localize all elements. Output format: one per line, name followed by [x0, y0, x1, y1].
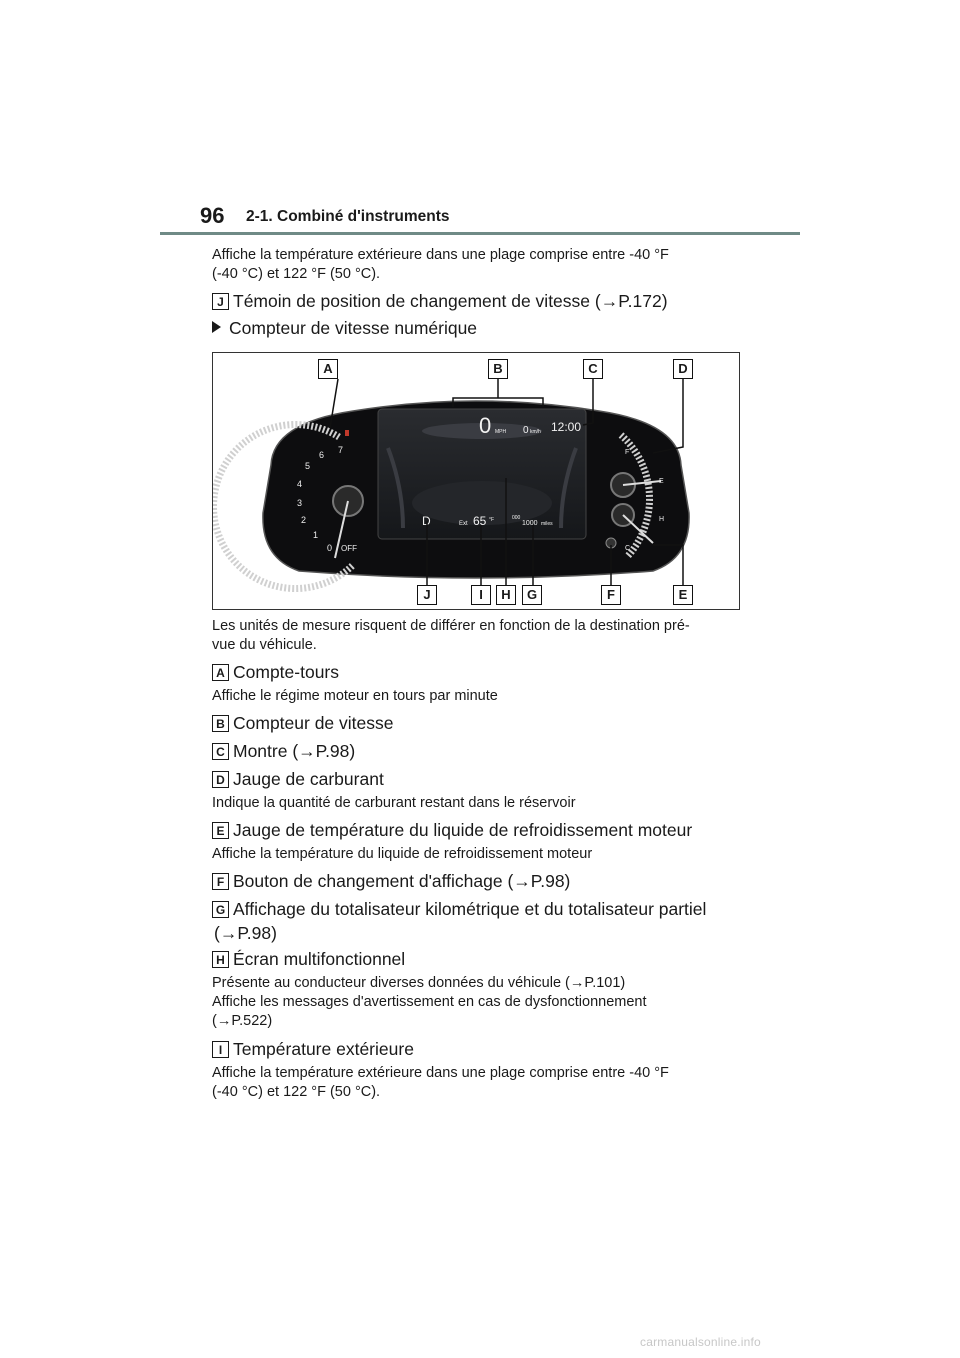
gear-indicator: D: [422, 514, 431, 528]
speed-kmh-unit: km/h: [530, 429, 541, 435]
intro-text: [212, 246, 669, 284]
item-label: Compteur de vitesse: [233, 713, 394, 733]
item-b: [212, 711, 394, 735]
item-j-top: [212, 289, 668, 313]
temp-hot-mark: H: [659, 516, 665, 523]
section-heading-text: Compteur de vitesse numérique: [229, 318, 478, 338]
item-a: [212, 660, 339, 684]
item-a-desc: Affiche le régime moteur en tours par minute: [212, 688, 498, 704]
callout-h: H: [496, 585, 516, 605]
item-h: [212, 947, 405, 971]
speed-kmh: 0: [523, 425, 529, 436]
item-label: Affichage du totalisateur kilométrique et du totalisateur partiel: [233, 899, 707, 919]
ext-unit: °F: [489, 517, 495, 523]
item-d: [212, 767, 384, 791]
item-label: Écran multifonctionnel: [233, 949, 406, 969]
header-rule: [160, 232, 800, 235]
odometer: 1000: [522, 520, 538, 527]
chapter-title: 2-1. Combiné d'instruments: [246, 208, 450, 225]
page-number: 96: [200, 203, 225, 228]
item-g: [212, 897, 706, 945]
tach-number: 6: [319, 450, 325, 460]
watermark: carmanualsonline.info: [640, 1335, 761, 1349]
callout-b: B: [488, 359, 508, 379]
item-i-desc: [212, 1064, 669, 1102]
tach-number: 1: [313, 530, 319, 540]
ext-label: Ext: [459, 521, 468, 527]
callout-f: F: [601, 585, 621, 605]
cluster-illustration: [213, 353, 739, 609]
tach-number: 5: [305, 461, 311, 471]
item-tag: A: [212, 664, 229, 681]
speed-mph-unit: MPH: [495, 429, 507, 435]
item-label-continued: (→P.98): [214, 923, 277, 943]
tach-off: OFF: [341, 544, 357, 553]
item-label: Montre (→P.98): [233, 741, 356, 761]
item-h-desc: [212, 974, 647, 1031]
desc-line: (→P.522): [212, 1013, 273, 1029]
ext-temp: 65: [473, 514, 487, 528]
callout-i: I: [471, 585, 491, 605]
tach-number: 0: [327, 543, 333, 553]
item-tag: F: [212, 873, 229, 890]
intro-line-1: Affiche la température extérieure dans une plage comprise entre -40 °F: [212, 247, 669, 263]
item-tag: E: [212, 822, 229, 839]
odo-top: 000: [512, 515, 521, 521]
callout-j: J: [417, 585, 437, 605]
tach-number: 4: [297, 479, 303, 489]
caption-line-1: Les unités de mesure risquent de différer en fonction de la destination pré-: [212, 618, 690, 634]
desc-line: Affiche les messages d'avertissement en cas de dysfonctionnement: [212, 994, 647, 1010]
item-tag: C: [212, 743, 229, 760]
item-label: Témoin de position de changement de vitesse (→P.172): [233, 291, 668, 311]
callout-a: A: [318, 359, 338, 379]
callout-g: G: [522, 585, 542, 605]
item-label: Bouton de changement d'affichage (→P.98): [233, 871, 571, 891]
section-heading: [212, 316, 477, 340]
desc-line: Affiche la température extérieure dans une plage comprise entre -40 °F: [212, 1065, 669, 1081]
callout-e: E: [673, 585, 693, 605]
desc-line: (-40 °C) et 122 °F (50 °C).: [212, 1084, 381, 1100]
intro-line-2: (-40 °C) et 122 °F (50 °C).: [212, 266, 381, 282]
temp-cold-mark: C: [625, 545, 631, 552]
tach-number: 7: [338, 445, 344, 455]
fuel-empty-mark: E: [659, 478, 664, 485]
callout-c: C: [583, 359, 603, 379]
desc-line: Présente au conducteur diverses données du véhicule (→P.101): [212, 975, 626, 991]
tach-number: 3: [297, 498, 303, 508]
item-tag: G: [212, 901, 229, 918]
figure-caption: [212, 617, 690, 655]
caption-line-2: vue du véhicule.: [212, 637, 317, 653]
speed-mph: 0: [479, 413, 492, 438]
item-tag: D: [212, 771, 229, 788]
item-i: [212, 1037, 414, 1061]
item-label: Jauge de carburant: [233, 769, 384, 789]
item-tag: I: [212, 1041, 229, 1058]
item-d-desc: Indique la quantité de carburant restant dans le réservoir: [212, 795, 576, 811]
item-f: [212, 869, 570, 893]
callout-d: D: [673, 359, 693, 379]
fuel-full-mark: F: [625, 449, 630, 456]
item-e-desc: Affiche la température du liquide de refroidissement moteur: [212, 846, 593, 862]
triangle-bullet-icon: [212, 321, 221, 333]
item-tag: B: [212, 715, 229, 732]
clock: 12:00: [551, 420, 582, 434]
item-label: Compte-tours: [233, 662, 340, 682]
item-tag: H: [212, 951, 229, 968]
item-label: Jauge de température du liquide de refroidissement moteur: [233, 820, 693, 840]
item-label: Température extérieure: [233, 1039, 414, 1059]
tach-number: 2: [301, 515, 307, 525]
item-c: [212, 739, 355, 763]
item-e: [212, 818, 692, 842]
odometer-unit: miles: [541, 521, 553, 527]
item-tag: J: [212, 293, 229, 310]
instrument-cluster-figure: [212, 352, 740, 610]
